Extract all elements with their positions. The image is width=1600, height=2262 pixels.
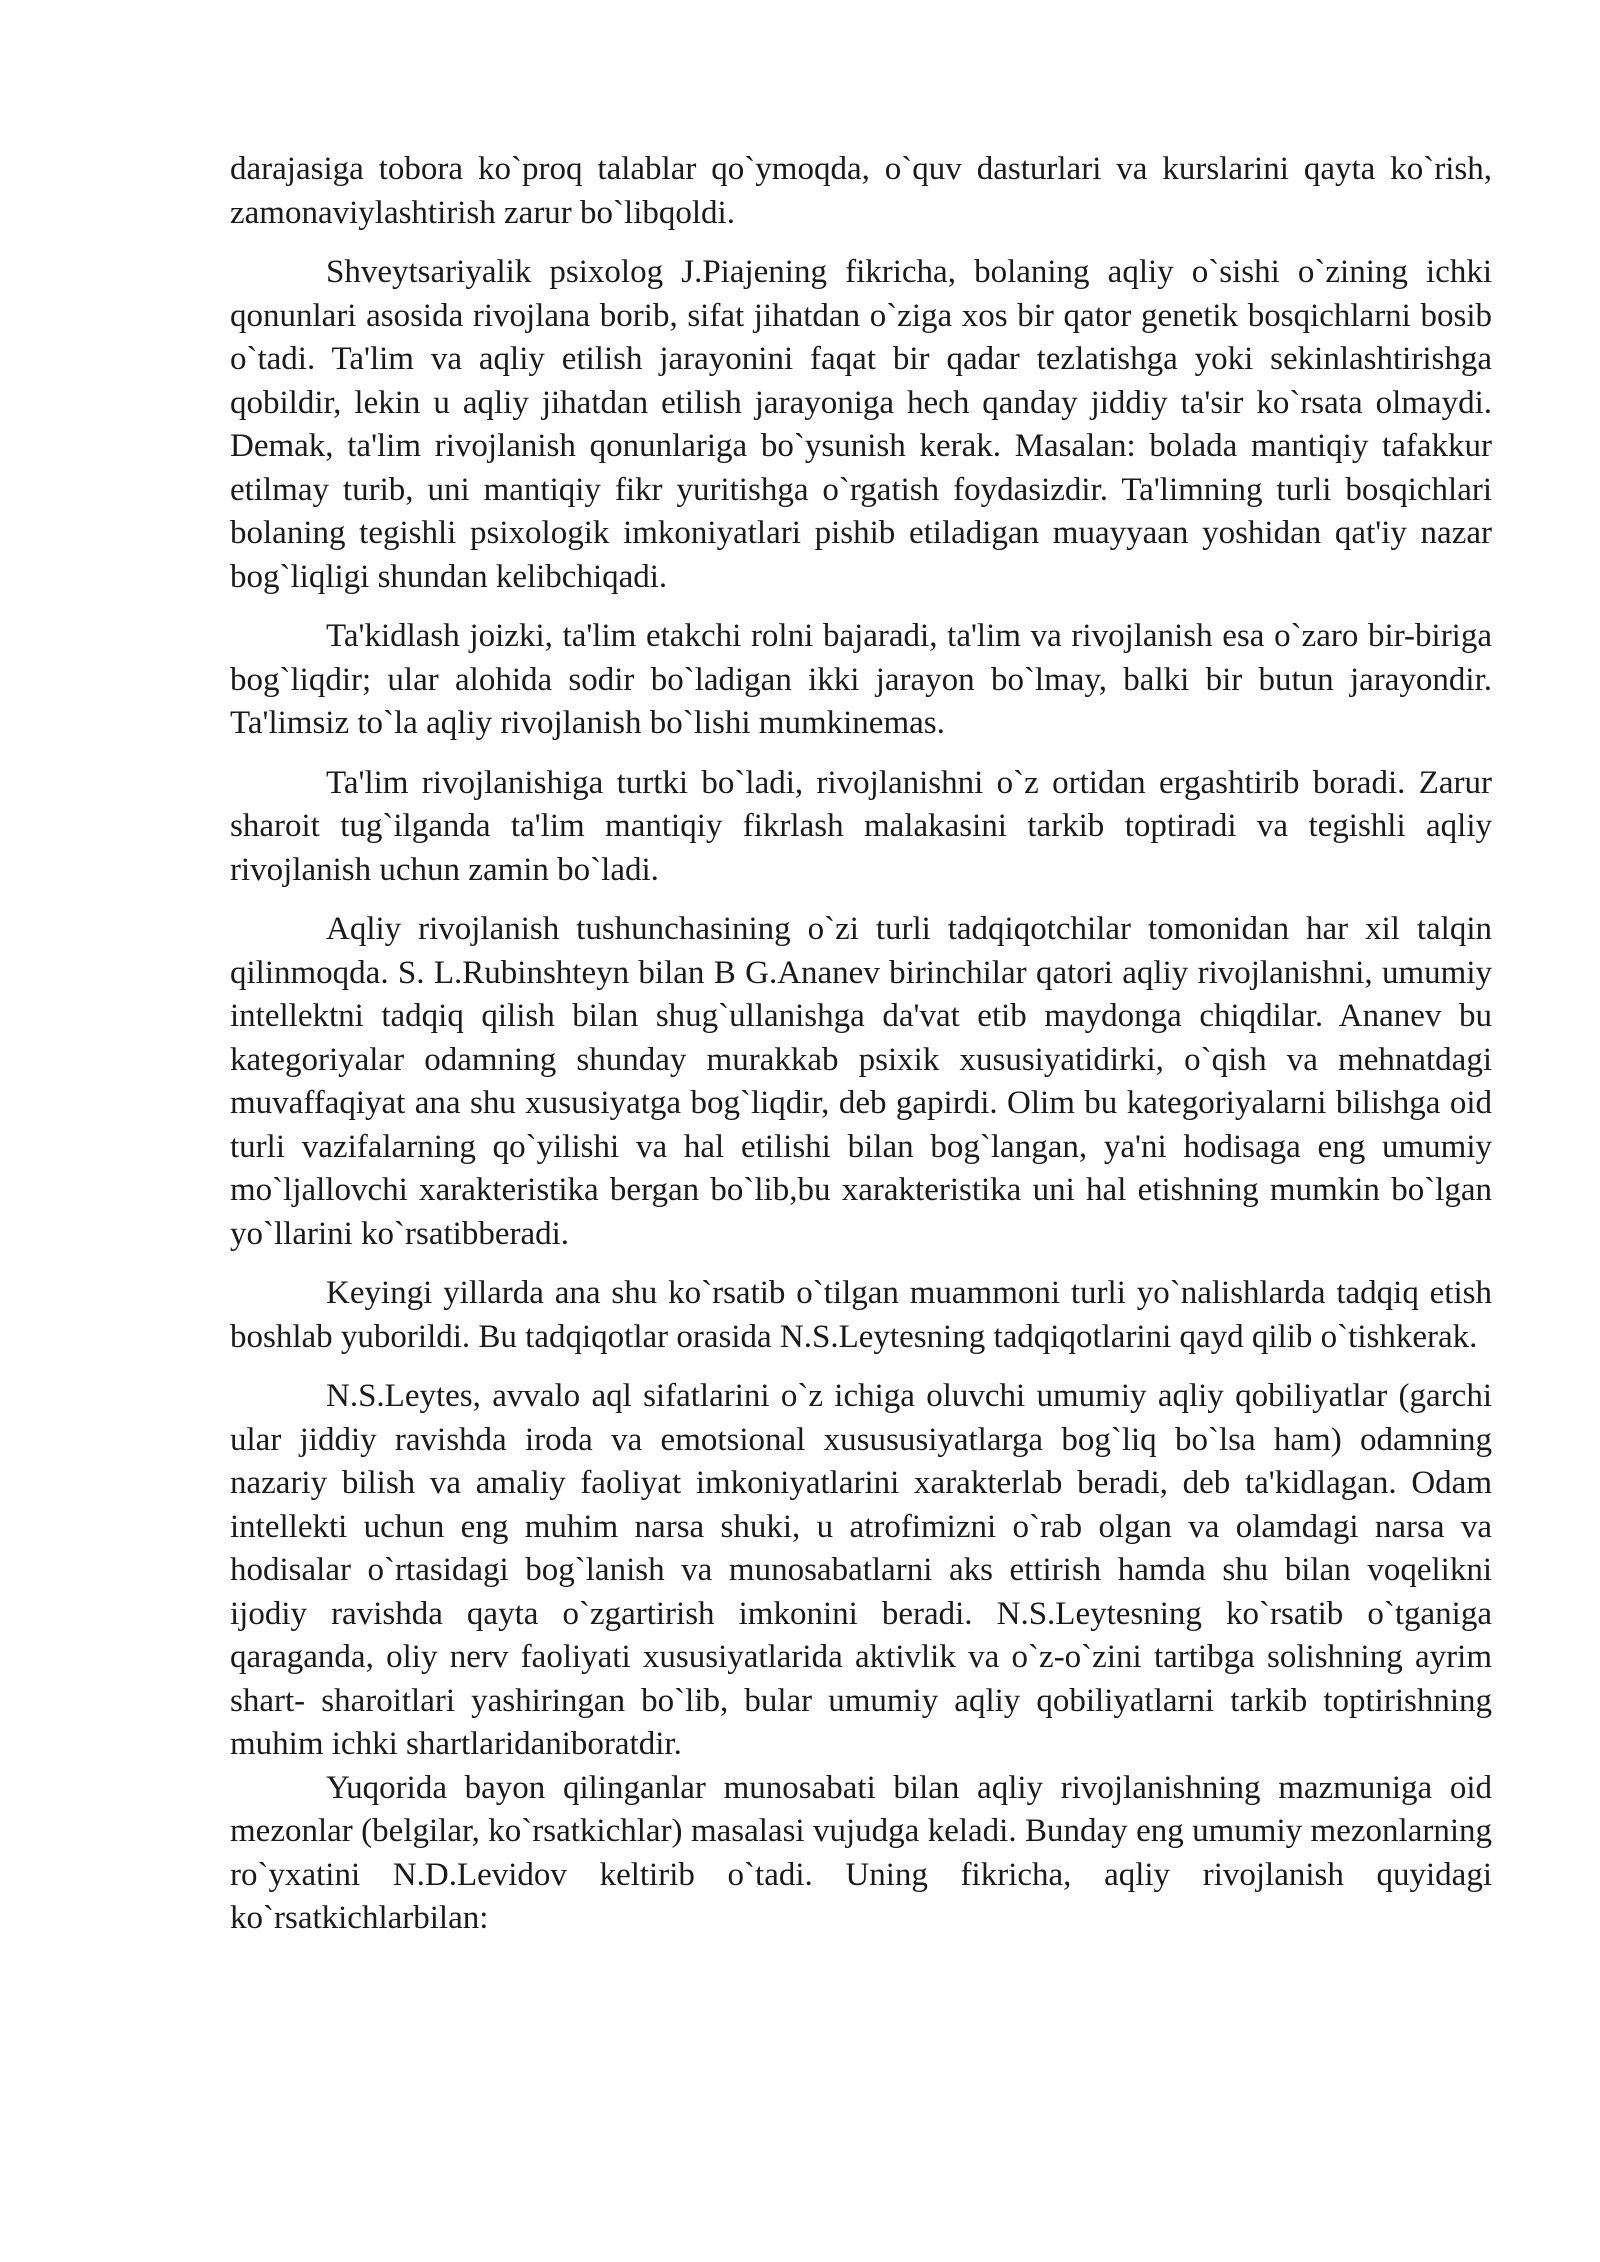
paragraph-4: Ta'lim rivojlanishiga turtki bo`ladi, rivojlanishni o`z ortidan ergashtirib boradi. Zarur sharoit tug`ilganda ta'lim mantiqiy fikrlash malakasini tarkib toptiradi va tegishli aqliy rivojlanish uchun zamin bo`ladi.	[230, 764, 1492, 888]
paragraph-5: Aqliy rivojlanish tushunchasining o`zi turli tadqiqotchilar tomonidan har xil talqin qilinmoqda. S. L.Rubinshteyn bilan B G.Ananev birinchilar qatori aqliy rivojlanishni, umumiy intellektni tadqiq qilish bilan shug`ullanishga da'vat etib maydonga chiqdilar. Ananev bu kategoriyalar odamning shunday murakkab psixik xususiyatidirki, o`qish va mehnatdagi muvaffaqiyat ana shu xususiyatga bog`liqdir, deb gapirdi. Olim bu kategoriyalarni bilishga oid turli vazifalarning qo`yilishi va hal etilishi bilan bog`langan, ya'ni hodisaga eng umumiy mo`ljallovchi xarakteristika bergan bo`lib,bu xarakteristika uni hal etishning mumkin bo`lgan yo`llarini ko`rsatibberadi.	[230, 911, 1492, 1252]
paragraph-7: N.S.Leytes, avvalo aql sifatlarini o`z ichiga oluvchi umumiy aqliy qobiliyatlar (garchi ular jiddiy ravishda iroda va emotsional xusususiyatlarga bog`liq bo`lsa ham) odamning nazariy bilish va amaliy faoliyat imkoniyatlarini xarakterlab beradi, deb ta'kidlagan. Odam intellekti uchun eng muhim narsa shuki, u atrofimizni o`rab olgan va olamdagi narsa va hodisalar o`rtasidagi bog`lanish va munosabatlarni aks ettirish hamda shu bilan voqelikni ijodiy ravishda qayta o`zgartirish imkonini beradi. N.S.Leytesning ko`rsatib o`tganiga qaraganda, oliy nerv faoliyati xususiyatlarida aktivlik va o`z-o`zini tartibga solishning ayrim shart- sharoitlari yashiringan bo`lib, bular umumiy aqliy qobiliyatlarni tarkib toptirishning muhim ichki shartlaridaniboratdir.	[230, 1378, 1492, 1762]
paragraph-3: Ta'kidlash joizki, ta'lim etakchi rolni bajaradi, ta'lim va rivojlanish esa o`zaro bir-biriga bog`liqdir; ular alohida sodir bo`ladigan ikki jarayon bo`lmay, balki bir butun jarayondir. Ta'limsiz to`la aqliy rivojlanish bo`lishi mumkinemas.	[230, 618, 1492, 741]
paragraph-2: Shveytsariyalik psixolog J.Piajening fikricha, bolaning aqliy o`sishi o`zining ichki qonunlari asosida rivojlana borib, sifat jihatdan o`ziga xos bir qator genetik bosqichlarni bosib o`tadi. Ta'lim va aqliy etilish jarayonini faqat bir qadar tezlatishga yoki sekinlashtirishga qobildir, lekin u aqliy jihatdan etilish jarayoniga hech qanday jiddiy ta'sir ko`rsata olmaydi. Demak, ta'lim rivojlanish qonunlariga bo`ysunish kerak. Masalan: bolada mantiqiy tafakkur etilmay turib, uni mantiqiy fikr yuritishga o`rgatish foydasizdir. Ta'limning turli bosqichlari bolaning tegishli psixologik imkoniyatlari pishib etiladigan muayyaan yoshidan qat'iy nazar bog`liqligi shundan kelibchiqadi.	[230, 254, 1492, 595]
paragraph-8: Yuqorida bayon qilinganlar munosabati bilan aqliy rivojlanishning mazmuniga oid mezonlar (belgilar, ko`rsatkichlar) masalasi vujudga keladi. Bunday eng umumiy mezonlarning ro`yxatini N.D.Levidov keltirib o`tadi. Uning fikricha, aqliy rivojlanish quyidagi ko`rsatkichlarbilan:	[230, 1769, 1492, 1936]
paragraph-1: darajasiga tobora ko`proq talablar qo`ymoqda, o`quv dasturlari va kurslarini qayta ko`rish, zamonaviylashtirish zarur bo`libqoldi.	[230, 151, 1492, 231]
paragraph-6: Keyingi yillarda ana shu ko`rsatib o`tilgan muammoni turli yo`nalishlarda tadqiq etish boshlab yuborildi. Bu tadqiqotlar orasida N.S.Leytesning tadqiqotlarini qayd qilib o`tishkerak.	[230, 1275, 1492, 1355]
document-page	[230, 148, 1492, 1957]
